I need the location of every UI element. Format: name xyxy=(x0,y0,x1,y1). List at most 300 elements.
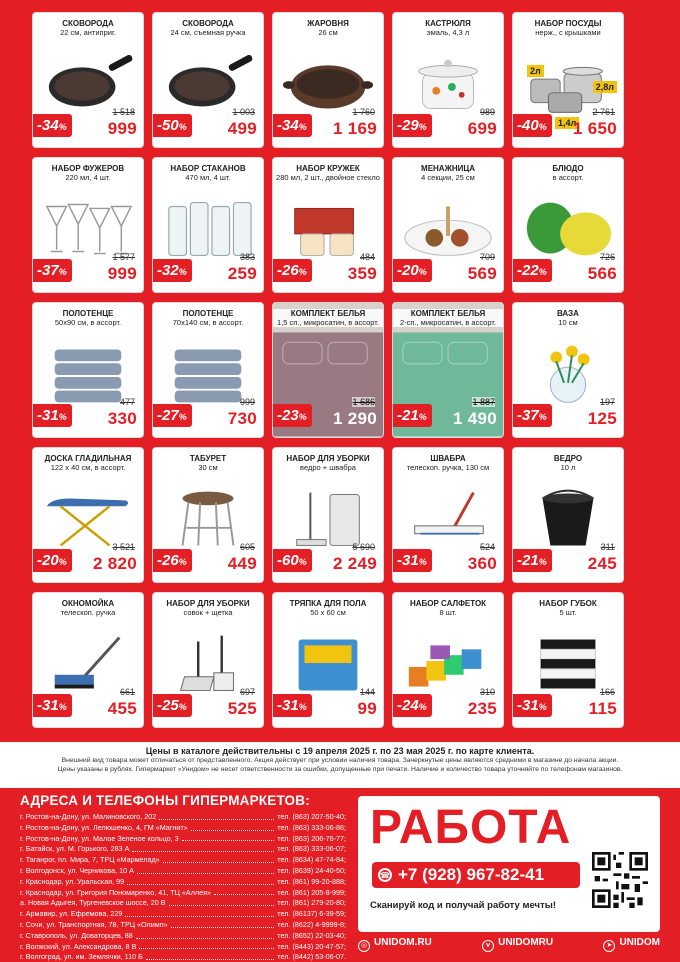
product-desc: 5 шт. xyxy=(559,608,577,617)
old-price: 144 xyxy=(359,687,375,697)
product-card[interactable] xyxy=(512,157,624,293)
mugs-icon xyxy=(281,198,375,260)
footer xyxy=(0,788,680,962)
percent-sign: % xyxy=(298,557,307,567)
product-name: ПОЛОТЕНЦЕ xyxy=(182,309,234,318)
dotted-leader xyxy=(159,812,274,820)
product-card[interactable] xyxy=(32,12,144,148)
old-price: 5 690 xyxy=(352,542,375,552)
discount-value: -31 xyxy=(397,552,419,569)
percent-sign: % xyxy=(418,267,427,277)
new-price: 125 xyxy=(587,409,617,428)
percent-sign: % xyxy=(538,122,547,132)
address-text: г. Ростов-на-Дону, ул. Лелюшенко, 4, ГМ «Магнит» xyxy=(20,822,188,832)
cloth-icon xyxy=(281,633,375,695)
towels-icon xyxy=(41,343,135,405)
address-text: г. Краснодар, ул. Григория Пономаренко, 41, ТЦ «Аллея» xyxy=(20,887,211,897)
product-name: ВАЗА xyxy=(557,309,579,318)
new-price: 525 xyxy=(227,699,257,718)
old-price: 477 xyxy=(119,397,135,407)
phone-text[interactable]: тел. (8443) 20-47-57; xyxy=(277,941,346,951)
product-name: НАБОР ГУБОК xyxy=(539,599,597,608)
product-name: ДОСКА ГЛАДИЛЬНАЯ xyxy=(44,454,132,463)
product-card[interactable] xyxy=(152,447,264,583)
discount-badge xyxy=(32,259,72,282)
product-grid xyxy=(32,12,666,728)
percent-sign: % xyxy=(298,267,307,277)
volume-tag: 2,8л xyxy=(593,81,617,93)
napkins-icon xyxy=(401,633,495,695)
discount-value: -37 xyxy=(517,407,539,424)
job-banner[interactable] xyxy=(358,796,660,932)
product-card[interactable] xyxy=(392,447,504,583)
product-name: НАБОР КРУЖЕК xyxy=(296,164,360,173)
address-text: г. Волжский, ул. Александрова, 8 В xyxy=(20,941,137,951)
old-price: 661 xyxy=(119,687,135,697)
phone-text[interactable]: тел. (861) 99-20-888; xyxy=(277,876,346,886)
job-phone-number: +7 (928) 967-82-41 xyxy=(398,865,545,884)
product-card[interactable] xyxy=(272,157,384,293)
discount-value: -34 xyxy=(277,117,299,134)
old-price: 605 xyxy=(239,542,255,552)
dotted-leader xyxy=(136,931,274,939)
new-price: 1 490 xyxy=(452,409,497,428)
product-name: БЛЮДО xyxy=(552,164,584,173)
phone-text[interactable]: тел. (8622) 4-9999-8; xyxy=(277,919,346,929)
phone-text[interactable]: тел. (861) 205-8-999; xyxy=(277,887,346,897)
product-desc: 50x90 см, в ассорт. xyxy=(54,318,122,327)
new-price: 499 xyxy=(227,119,257,138)
old-price: 166 xyxy=(599,687,615,697)
discount-value: -31 xyxy=(277,697,299,714)
glasses-icon xyxy=(41,198,135,260)
product-name: ШВАБРА xyxy=(430,454,466,463)
new-price: 999 xyxy=(107,119,137,138)
discount-value: -32 xyxy=(157,262,179,279)
percent-sign: % xyxy=(178,557,187,567)
old-price: 310 xyxy=(479,687,495,697)
product-desc: 50 x 60 см xyxy=(310,608,346,617)
discount-badge xyxy=(272,259,312,282)
old-price: 524 xyxy=(479,542,495,552)
new-price: 115 xyxy=(588,699,617,718)
qr-code-icon[interactable] xyxy=(592,852,648,908)
discount-badge xyxy=(392,694,432,717)
percent-sign: % xyxy=(58,557,67,567)
volume-tag: 1,4л xyxy=(555,117,579,129)
new-price: 730 xyxy=(227,409,257,428)
bucket-icon xyxy=(521,488,615,550)
new-price: 566 xyxy=(587,264,617,283)
product-card[interactable] xyxy=(32,302,144,438)
serving-dish-icon xyxy=(401,198,495,260)
address-text: г. Ростов-на-Дону, ул. Малое Зеленое кольцо, 3 xyxy=(20,833,179,843)
product-card[interactable] xyxy=(152,12,264,148)
percent-sign: % xyxy=(178,412,187,422)
address-text: г. Таганрог, пл. Мира, 7, ТРЦ «Мармелад» xyxy=(20,855,160,865)
product-name: ОКНОМОЙКА xyxy=(61,599,115,608)
old-price: 311 xyxy=(600,542,615,552)
address-row xyxy=(20,942,346,953)
product-desc: 280 мл, 2 шт., двойное стекло xyxy=(276,173,380,182)
percent-sign: % xyxy=(178,267,187,277)
new-price: 359 xyxy=(347,264,377,283)
product-name: НАБОР САЛФЕТОК xyxy=(409,599,487,608)
new-price: 99 xyxy=(357,699,377,718)
discount-value: -27 xyxy=(157,407,179,424)
discount-value: -21 xyxy=(517,552,539,569)
dotted-leader xyxy=(127,877,274,885)
product-card[interactable] xyxy=(392,592,504,728)
dotted-leader xyxy=(139,942,274,950)
discount-value: -31 xyxy=(37,697,59,714)
new-price: 1 169 xyxy=(332,119,377,138)
phone-text[interactable]: тел. (8634) 47-74-84; xyxy=(277,855,346,865)
percent-sign: % xyxy=(178,122,187,132)
discount-value: -31 xyxy=(37,407,59,424)
job-title: РАБОТА xyxy=(370,801,572,854)
address-row xyxy=(20,909,346,920)
address-row xyxy=(20,888,346,899)
address-row xyxy=(20,844,346,855)
discount-badge xyxy=(152,694,192,717)
address-row xyxy=(20,952,346,962)
product-desc: совок + щетка xyxy=(183,608,233,617)
address-row xyxy=(20,866,346,877)
dotted-leader xyxy=(137,866,274,874)
phone-text[interactable]: тел. (861) 279-20-80; xyxy=(277,898,346,908)
product-desc: 1,5 сп., микросатин, в ассорт. xyxy=(273,318,383,327)
product-card[interactable] xyxy=(272,592,384,728)
job-phone[interactable] xyxy=(372,862,580,888)
address-row xyxy=(20,931,346,942)
product-name: ТРЯПКА ДЛЯ ПОЛА xyxy=(289,599,367,608)
discount-badge xyxy=(392,549,432,572)
product-card[interactable] xyxy=(32,157,144,293)
vk-label: UNIDOMRU xyxy=(498,936,554,948)
discount-badge xyxy=(392,404,432,427)
discount-value: -20 xyxy=(37,552,59,569)
new-price: 449 xyxy=(227,554,257,573)
product-name: КОМПЛЕКТ БЕЛЬЯ xyxy=(393,309,503,318)
address-list xyxy=(20,812,346,962)
telegram-label: UNIDOM xyxy=(619,936,660,948)
product-desc: 10 см xyxy=(558,318,578,327)
product-name: ТАБУРЕТ xyxy=(189,454,227,463)
mop-bucket-icon xyxy=(281,488,375,550)
phone-text[interactable]: тел. (863) 333-06-07; xyxy=(277,844,346,854)
discount-badge xyxy=(512,549,552,572)
scan-caption: Сканируй код и получай работу мечты! xyxy=(370,900,557,911)
discount-badge xyxy=(152,549,192,572)
new-price: 259 xyxy=(227,264,257,283)
dotted-leader xyxy=(191,823,275,831)
dustpan-icon xyxy=(161,633,255,695)
discount-badge xyxy=(32,549,72,572)
discount-value: -50 xyxy=(157,117,179,134)
discount-value: -24 xyxy=(397,697,419,714)
address-row xyxy=(20,877,346,888)
product-desc: 8 шт. xyxy=(439,608,457,617)
percent-sign: % xyxy=(298,702,307,712)
discount-badge xyxy=(512,114,552,137)
new-price: 2 820 xyxy=(92,554,137,573)
percent-sign: % xyxy=(418,122,427,132)
new-price: 330 xyxy=(107,409,137,428)
discount-value: -29 xyxy=(397,117,419,134)
product-name: НАБОР ДЛЯ УБОРКИ xyxy=(286,454,370,463)
sponges-icon xyxy=(521,633,615,695)
product-card[interactable] xyxy=(392,302,504,438)
address-row xyxy=(20,834,346,845)
product-name: НАБОР ПОСУДЫ xyxy=(534,19,602,28)
catalog-notes xyxy=(0,742,680,788)
product-desc: 10 л xyxy=(560,463,576,472)
product-name: ЖАРОВНЯ xyxy=(307,19,349,28)
vk-link[interactable] xyxy=(482,937,553,952)
product-name: КОМПЛЕКТ БЕЛЬЯ xyxy=(273,309,383,318)
address-text: г. Краснодар, ул. Уральская, 99 xyxy=(20,876,125,886)
vk-icon: v xyxy=(482,940,494,952)
percent-sign: % xyxy=(58,412,67,422)
new-price: 235 xyxy=(467,699,497,718)
phone-text[interactable]: тел. (863) 206-76-77; xyxy=(277,833,346,843)
old-price: 709 xyxy=(479,252,495,262)
social-links xyxy=(358,934,660,954)
product-card[interactable] xyxy=(512,592,624,728)
product-desc: 70x140 см, в ассорт. xyxy=(172,318,244,327)
vase-icon xyxy=(521,343,615,405)
volume-tag: 2л xyxy=(527,65,544,77)
dotted-leader xyxy=(146,952,274,960)
product-name: КАСТРЮЛЯ xyxy=(425,19,471,28)
dotted-leader xyxy=(182,834,275,842)
globe-icon: ◎ xyxy=(358,940,370,952)
dotted-leader xyxy=(169,898,275,906)
discount-badge xyxy=(272,404,312,427)
discount-badge xyxy=(512,259,552,282)
new-price: 699 xyxy=(467,119,497,138)
pan-icon xyxy=(161,53,255,115)
percent-sign: % xyxy=(58,702,67,712)
discount-value: -25 xyxy=(157,697,179,714)
address-text: г. Армавир, ул. Ефремова, 229 xyxy=(20,909,123,919)
towels-icon xyxy=(161,343,255,405)
product-card[interactable] xyxy=(32,447,144,583)
percent-sign: % xyxy=(538,267,547,277)
address-row xyxy=(20,920,346,931)
address-row xyxy=(20,823,346,834)
percent-sign: % xyxy=(418,702,427,712)
product-card[interactable] xyxy=(272,12,384,148)
phone-icon: ☎ xyxy=(378,868,392,882)
old-price: 1 518 xyxy=(112,107,135,117)
address-row xyxy=(20,812,346,823)
percent-sign: % xyxy=(178,702,187,712)
product-desc: 470 мл, 4 шт. xyxy=(185,173,231,182)
pot-icon xyxy=(401,53,495,115)
telegram-icon: ➤ xyxy=(603,940,615,952)
discount-value: -20 xyxy=(397,262,419,279)
discount-value: -22 xyxy=(517,262,539,279)
product-name: СКОВОРОДА xyxy=(182,19,234,28)
product-card[interactable] xyxy=(512,447,624,583)
percent-sign: % xyxy=(418,412,427,422)
product-card[interactable] xyxy=(272,447,384,583)
product-desc: 122 x 40 см, в ассорт. xyxy=(50,463,126,472)
product-card[interactable] xyxy=(512,302,624,438)
discount-badge xyxy=(32,404,72,427)
phone-text[interactable]: тел. (863) 333-06-86; xyxy=(277,822,346,832)
product-desc: 2-сп., микросатин, в ассорт. xyxy=(393,318,503,327)
percent-sign: % xyxy=(298,412,307,422)
product-name: НАБОР ДЛЯ УБОРКИ xyxy=(166,599,250,608)
product-card[interactable] xyxy=(152,592,264,728)
percent-sign: % xyxy=(538,412,547,422)
plate-icon xyxy=(521,198,615,260)
discount-badge xyxy=(152,259,192,282)
product-card[interactable] xyxy=(272,302,384,438)
product-card[interactable] xyxy=(152,157,264,293)
website-label: UNIDOM.RU xyxy=(374,936,432,948)
product-card[interactable] xyxy=(152,302,264,438)
old-price: 383 xyxy=(239,252,255,262)
address-row xyxy=(20,898,346,909)
product-card[interactable] xyxy=(392,157,504,293)
product-name: СКОВОРОДА xyxy=(62,19,114,28)
percent-sign: % xyxy=(58,122,67,132)
product-desc: нерж., с крышками xyxy=(535,28,601,37)
discount-value: -26 xyxy=(277,262,299,279)
discount-badge xyxy=(272,549,312,572)
product-name: ВЕДРО xyxy=(553,454,583,463)
product-card[interactable] xyxy=(32,592,144,728)
address-text: г. Сочи, ул. Транспортная, 78, ТРЦ «Олимп» xyxy=(20,919,168,929)
new-price: 455 xyxy=(107,699,137,718)
old-price: 726 xyxy=(599,252,615,262)
old-price: 197 xyxy=(599,397,615,407)
dotted-leader xyxy=(132,844,274,852)
phone-text[interactable]: тел. (863) 207-50-40; xyxy=(277,812,346,821)
address-row xyxy=(20,855,346,866)
old-price: 999 xyxy=(239,397,255,407)
phone-text[interactable]: тел. (8639) 24-40-50; xyxy=(277,865,346,875)
disclaimer-line-1: Внешний вид товара может отличаться от представленного. Акция действует при условии наличия товара. Зачеркнутые цены являются средними в магазине до начала акции. xyxy=(61,757,619,764)
address-text: г. Ставрополь, ул. Доваторцев, 88 xyxy=(20,930,133,940)
new-price: 1 290 xyxy=(332,409,377,428)
disclaimer-line-2: Цены указаны в рублях. Гипермаркет «Унидом» не несет ответственности за ошибки, допущенные при печати. Наличие и количество товара уточняйте по телефонам магазинов. xyxy=(57,766,623,773)
product-name: МЕНАЖНИЦА xyxy=(421,164,475,173)
address-text: г. Ростов-на-Дону, ул. Малиновского, 202 xyxy=(20,812,157,821)
product-desc: ведро + швабра xyxy=(300,463,356,472)
product-desc: 24 см, съемная ручка xyxy=(170,28,246,37)
telegram-link[interactable] xyxy=(603,937,660,952)
old-price: 1 003 xyxy=(232,107,255,117)
website-link[interactable] xyxy=(358,937,432,952)
ironing-board-icon xyxy=(41,488,135,550)
discount-badge xyxy=(392,259,432,282)
old-price: 3 521 xyxy=(112,542,135,552)
percent-sign: % xyxy=(298,122,307,132)
percent-sign: % xyxy=(538,557,547,567)
product-name: НАБОР СТАКАНОВ xyxy=(170,164,246,173)
dotted-leader xyxy=(214,888,274,896)
phone-text[interactable]: тел. (86137) 6-39-59; xyxy=(277,909,346,919)
discount-badge xyxy=(272,114,312,137)
product-card[interactable] xyxy=(392,12,504,148)
old-price: 697 xyxy=(239,687,255,697)
discount-badge xyxy=(152,114,192,137)
address-text: а. Новая Адыгея, Тургеневское шоссе, 20 В xyxy=(20,898,166,908)
addresses-title: АДРЕСА И ТЕЛЕФОНЫ ГИПЕРМАРКЕТОВ: xyxy=(20,793,310,808)
old-price: 1 577 xyxy=(112,252,135,262)
old-price: 484 xyxy=(359,252,375,262)
product-desc: 22 см, антиприг. xyxy=(60,28,116,37)
roaster-icon xyxy=(281,53,375,115)
product-desc: 4 секции, 25 см xyxy=(421,173,475,182)
dotted-leader xyxy=(163,855,275,863)
discount-value: -40 xyxy=(517,117,539,134)
product-desc: эмаль, 4,3 л xyxy=(426,28,470,37)
product-name: НАБОР ФУЖЕРОВ xyxy=(51,164,125,173)
old-price: 1 760 xyxy=(352,107,375,117)
address-text: г. Волгодонск, ул. Черникова, 10 А xyxy=(20,865,134,875)
product-desc: 220 мл, 4 шт. xyxy=(65,173,111,182)
product-desc: 26 см xyxy=(318,28,338,37)
percent-sign: % xyxy=(538,702,547,712)
product-desc: телескоп. ручка, 130 см xyxy=(406,463,490,472)
product-desc: в ассорт. xyxy=(552,173,584,182)
window-squeegee-icon xyxy=(41,633,135,695)
new-price: 245 xyxy=(587,554,617,573)
dotted-leader xyxy=(125,909,274,917)
discount-badge xyxy=(272,694,312,717)
product-desc: телескоп. ручка xyxy=(60,608,116,617)
percent-sign: % xyxy=(418,557,427,567)
percent-sign: % xyxy=(58,267,67,277)
mop-icon xyxy=(401,488,495,550)
validity-note: Цены в каталоге действительны с 19 апреля 2025 г. по 23 мая 2025 г. по карте клиента. xyxy=(145,746,535,756)
phone-text[interactable]: тел. (8442) 53-06-07. xyxy=(277,952,346,962)
discount-badge xyxy=(512,694,552,717)
discount-badge xyxy=(392,114,432,137)
new-price: 569 xyxy=(467,264,497,283)
new-price: 360 xyxy=(467,554,497,573)
new-price: 1 650 xyxy=(572,119,617,138)
pan-icon xyxy=(41,53,135,115)
discount-value: -21 xyxy=(397,407,419,424)
discount-value: -34 xyxy=(37,117,59,134)
dotted-leader xyxy=(171,920,275,928)
product-card[interactable] xyxy=(512,12,624,148)
discount-value: -26 xyxy=(157,552,179,569)
discount-value: -23 xyxy=(277,407,299,424)
product-name: ПОЛОТЕНЦЕ xyxy=(62,309,114,318)
old-price: 1 686 xyxy=(352,397,375,407)
discount-value: -60 xyxy=(277,552,299,569)
discount-badge xyxy=(152,404,192,427)
old-price: 989 xyxy=(479,107,495,117)
discount-value: -37 xyxy=(37,262,59,279)
new-price: 2 249 xyxy=(332,554,377,573)
discount-value: -31 xyxy=(517,697,539,714)
new-price: 999 xyxy=(107,264,137,283)
address-text: г. Батайск, ул. М. Горького, 283 А xyxy=(20,844,130,854)
phone-text[interactable]: тел. (8652) 22-03-40; xyxy=(277,930,346,940)
discount-badge xyxy=(32,114,72,137)
old-price: 2 761 xyxy=(592,107,615,117)
stool-icon xyxy=(161,488,255,550)
